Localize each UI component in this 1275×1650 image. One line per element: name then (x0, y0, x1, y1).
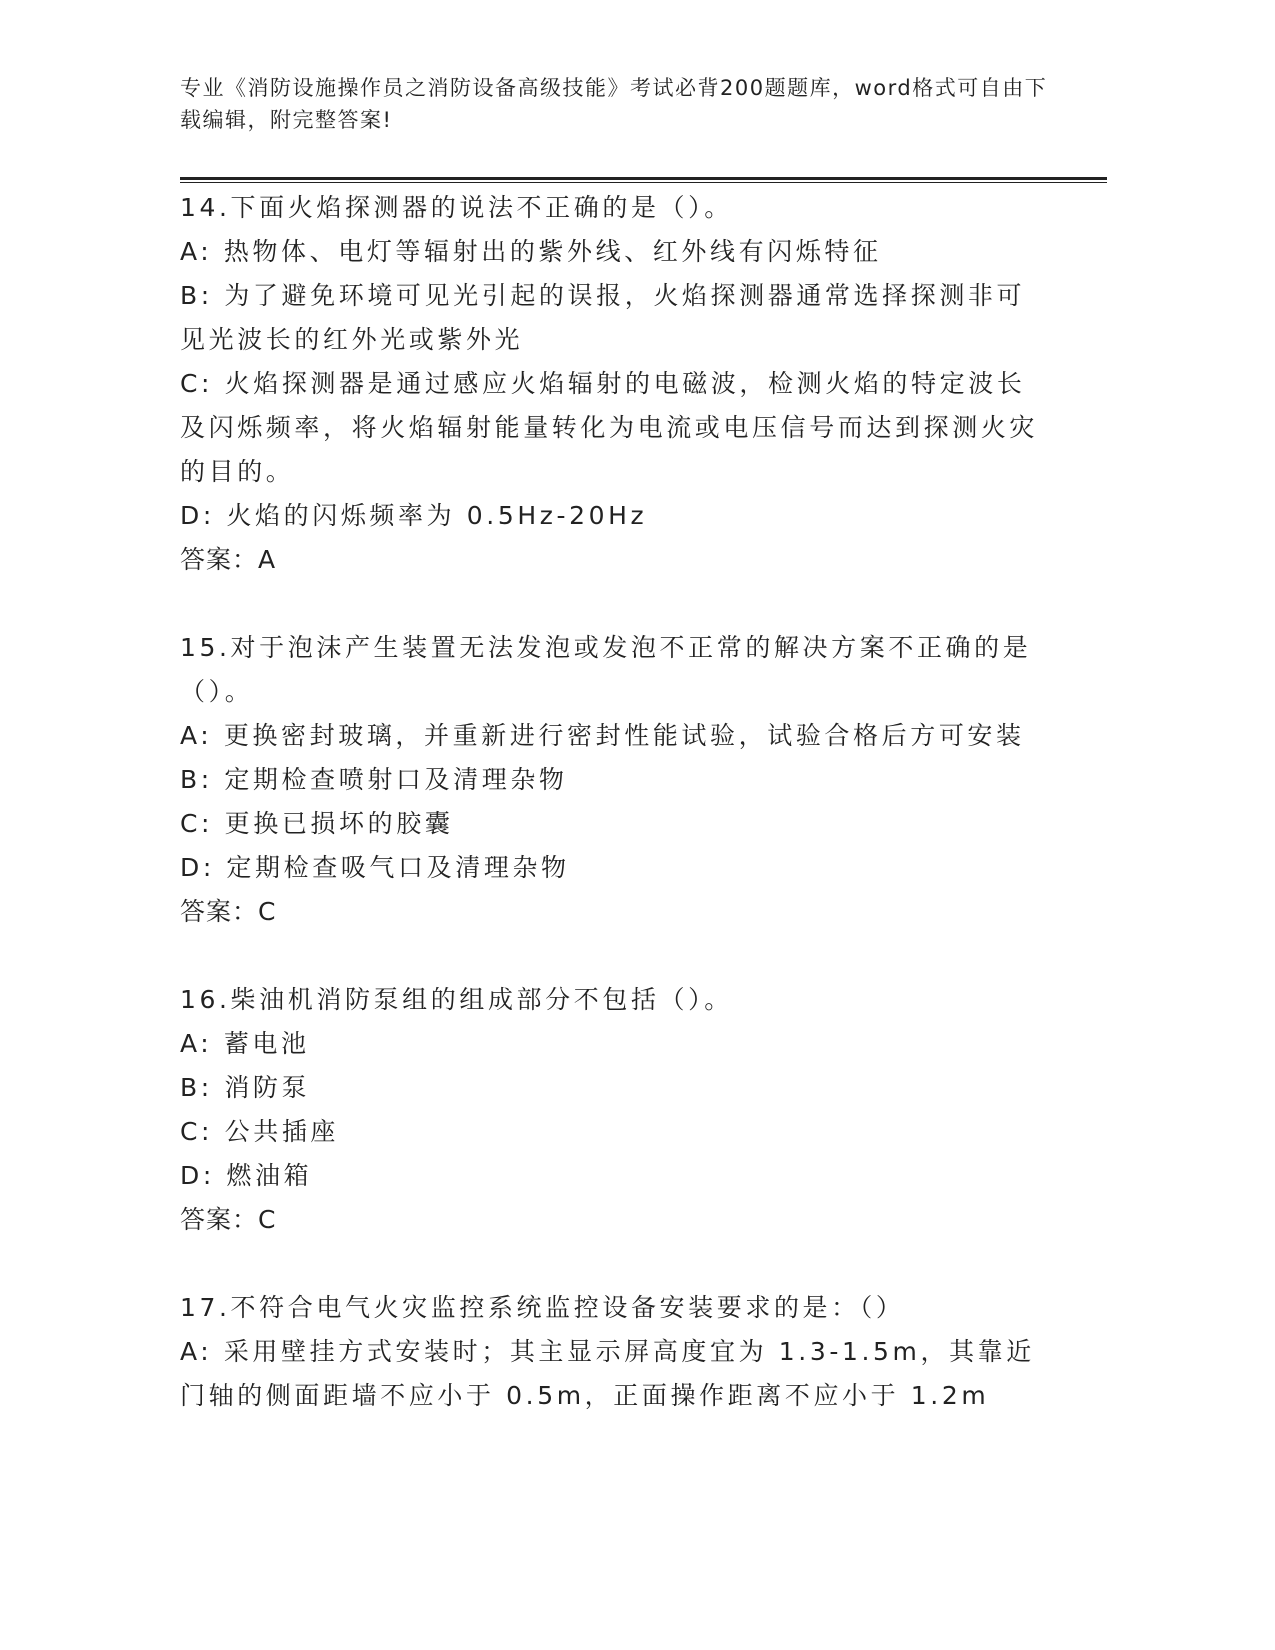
answer-label: 答案：A (180, 545, 277, 574)
question-stem: 14.下面火焰探测器的说法不正确的是（）。 (180, 193, 733, 222)
option-a: A: 蓄电池 (180, 1029, 310, 1058)
option-c: C: 火焰探测器是通过感应火焰辐射的电磁波，检测火焰的特定波长及闪烁频率，将火焰辐射能量转化为电流或电压信号而达到探测火灾的目的。 (180, 369, 1039, 486)
question-14 (180, 186, 1040, 582)
header-divider-thin (180, 182, 1107, 183)
option-d: D: 定期检查吸气口及清理杂物 (180, 853, 570, 882)
option-b: B: 定期检查喷射口及清理杂物 (180, 765, 568, 794)
option-a: A: 热物体、电灯等辐射出的紫外线、红外线有闪烁特征 (180, 237, 882, 266)
question-15 (180, 626, 1040, 934)
answer-label: 答案：C (180, 897, 277, 926)
header-divider-thick (180, 177, 1107, 180)
option-c: C: 更换已损坏的胶囊 (180, 809, 454, 838)
option-c: C: 公共插座 (180, 1117, 340, 1146)
question-stem: 15.对于泡沫产生装置无法发泡或发泡不正常的解决方案不正确的是（）。 (180, 633, 1032, 706)
document-header: 专业《消防设施操作员之消防设备高级技能》考试必背200题题库，word格式可自由下载编辑，附完整答案! (180, 76, 1048, 132)
question-stem: 16.柴油机消防泵组的组成部分不包括（）。 (180, 985, 733, 1014)
option-a: A: 采用壁挂方式安装时；其主显示屏高度宜为 1.3-1.5m，其靠近门轴的侧面距墙不应小于 0.5m，正面操作距离不应小于 1.2m (180, 1337, 1035, 1410)
option-a: A: 更换密封玻璃，并重新进行密封性能试验，试验合格后方可安装 (180, 721, 1025, 750)
question-16 (180, 978, 1040, 1242)
option-b: B: 为了避免环境可见光引起的误报，火焰探测器通常选择探测非可见光波长的红外光或紫外光 (180, 281, 1026, 354)
answer-label: 答案：C (180, 1205, 277, 1234)
option-d: D: 火焰的闪烁频率为 0.5Hz-20Hz (180, 501, 648, 530)
question-list (180, 186, 1040, 1462)
option-b: B: 消防泵 (180, 1073, 311, 1102)
question-17 (180, 1286, 1040, 1418)
question-stem: 17.不符合电气火灾监控系统监控设备安装要求的是：（） (180, 1293, 905, 1322)
option-d: D: 燃油箱 (180, 1161, 313, 1190)
